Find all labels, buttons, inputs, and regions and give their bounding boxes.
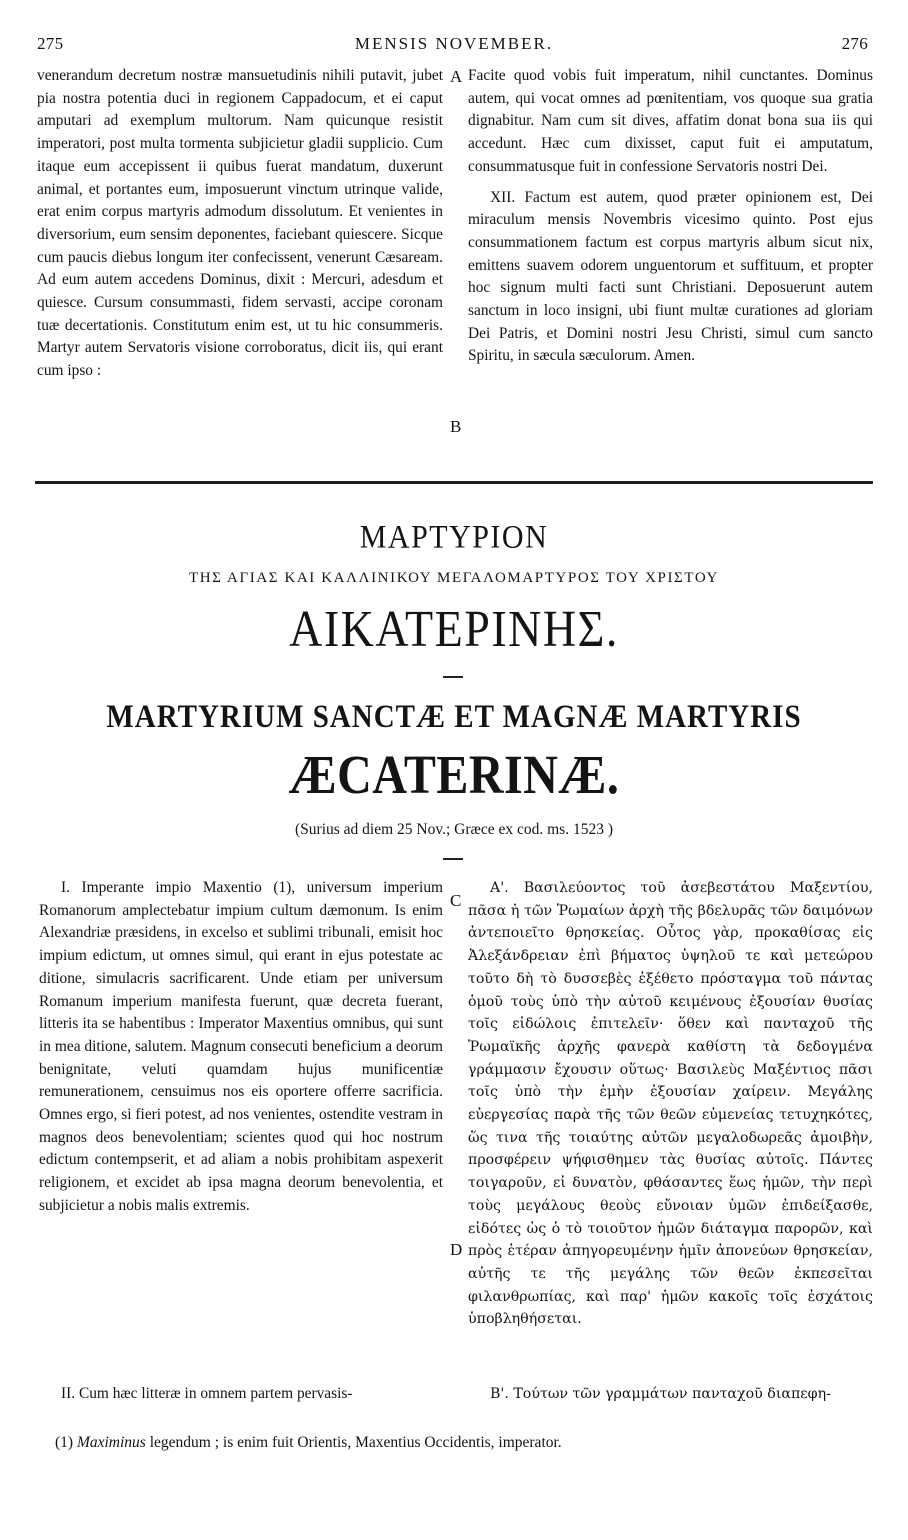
latin-paragraph-2-start [39,1383,443,1406]
margin-marker-b: B [450,417,462,436]
latin-column [39,877,443,1218]
source-note: (Surius ad diem 25 Nov.; Græce ex cod. ms. 1523 ) [295,821,613,838]
paragraph: venerandum decretum nostræ mansuetudinis nihili putavit, jubet pia nostra potentia duci in regionem Cappadocum, et ei caput amputari ad exemplum multorum. Nam quicunque resistit imperatori, post multa tormenta subjicietur gladii supplicio. Cum itaque eum accepissent ii quibus fuerat mandatum, duxerunt animal, et portantes eum, imposuerunt vinctum utrinque valide, erat enim corpus martyris admodum dissolutum. Et venientes in diversorium, eum sensim deponentes, faciebant quiescere. Sicque cum paucis diebus longum iter confecissent, venerunt Cæsaream. Ad eum autem accedens Dominus, dixit : Mercuri, adesdum et quiesce. Cursum consummasti, fidem servasti, accipe coronam tuæ decertationis. Constitutum enim est, ut tu hic consummeris. Martyr autem Servatoris visione corroboratus, dicit iis, qui erant cum ipso : [37,67,443,380]
paragraph: XII. Factum est autem, quod præter opinionem est, Dei miraculum mensis Novembris vicesimo quinto. Post ejus consummationem factum est corpus martyris album sicut nix, emittens suavem odorem unguentorum et suffituum, et propter hoc signum multi facti sunt Christiani. Deposuerunt autem sanctum in loco insigni, ubi fiunt multæ curationes ad gloriam Dei Patris, et Domini nostri Jesu Christi, simul cum sancto Spiritu, in sæcula sæculorum. Amen. [468,188,873,365]
greek-column [468,877,873,1331]
paragraph: Β'. Τούτων τῶν γραμμάτων πανταχοῦ διαπεφη- [490,1386,831,1402]
greek-subtitle: ΤΗΣ ΑΓΙΑΣ ΚΑΙ ΚΑΛΛΙΝΙΚΟΥ ΜΕΓΑΛΟΜΑΡΤΥΡΟΣ ΤΟΥ ΧΡΙΣΤΟΥ [188,570,719,586]
title-dash [443,858,463,860]
paragraph: Facite quod vobis fuit imperatum, nihil cunctantes. Dominus autem, qui vocat omnes ad pœnitentiam, vos quoque sua gratia dignabitur. Nam cum sit dives, affatim donat bona sua iis qui accedunt. Hæc cum dixisset, caput fuit ei amputatum, consummatusque fuit in confessione Servatoris nostri Dei. [468,67,873,175]
top-right-column [468,65,873,368]
paragraph: Α'. Βασιλεύοντος τοῦ ἀσεβεστάτου Μαξεντίου, πᾶσα ἡ τῶν Ῥωμαίων ἀρχὴ τῆς βδελυρᾶς τῶν δαιμόνων ἀντεποιεῖτο θρησκείας. Οὗτος γὰρ, προκαθίσας εἰς Ἀλεξάνδρειαν ἐπὶ βήματος ὑψηλοῦ τε καὶ μετεώρου τοῦτο δὴ τὸ δυσσεβὲς ἐξέθετο πρόσταγμα τοῦ πάντας ὁμοῦ τοὺς ὑπὸ τὴν αὐτοῦ κειμένους ἐξουσίαν θυσίας τοῖς εἰδώλοις ἐπιτελεῖν· ὅθεν καὶ πανταχοῦ τῆς Ῥωμαϊκῆς ἀρχῆς φανερὰ καθίστη τὰ δεδογμένα γράμμασιν ἔχουσιν οὕτως· Βασιλεὺς Μαξέντιος πᾶσι τοῖς ὑπὸ τὴν ἐμὴν ἐξουσίαν χαίρειν. Μεγάλης εὐεργεσίας παρὰ τῆς τῶν θεῶν εὐμενείας τετυχηκότες, ὥς τινα τῆς τοιαύτης αὐτῶν μεγαλοδωρεᾶς ἀμοιβὴν, προσφέρειν ψήφισθημεν τὰς θυσίας αὐτοῖς. Πάντες τοιγαροῦν, εἰ δυνατὸν, φθάσαντες ἕως ἡμῶν, τὴν περὶ τοὺς μεγάλους θεοὺς εὔνοιαν ὑμῶν ἐπιδείξασθε, εἰδότες ὡς ὁ τὸ τοιοῦτον ἡμῶν διάταγμα παρορῶν, καὶ πρὸς ἑτέραν ἀπηγορευμένην ἡμῖν ἀπονεύων θρησκείαν, αὐτῆς τε τῆς μεγάλης τῶν θεῶν ἐκπεσεῖται φιλανθρωπίας, καὶ παρ' ἡμῶν κακοῖς τοῖς ἐσχάτοις ὑποβληθήσεται. [468,880,873,1328]
margin-marker-a: A [450,67,463,86]
latin-name-heading: ÆCATERINÆ. [288,744,620,806]
section-divider [35,481,873,484]
top-left-column [37,65,443,383]
paragraph: II. Cum hæc litteræ in omnem partem pervasis- [61,1385,353,1402]
margin-marker-d: D [450,1240,463,1259]
greek-name-heading: ΑΙΚΑΤΕΡΙΝΗΣ. [289,599,619,657]
page-number-right: 276 [841,34,868,53]
greek-title: ΜΑΡΤΥΡΙΟΝ [359,519,549,556]
footnote [55,1432,562,1454]
running-title: MENSIS NOVEMBER. [354,34,554,53]
page-number-left: 275 [37,34,64,53]
footnote-italic-word: Maximinus [76,1434,146,1451]
latin-title: MARTYRIUM SANCTÆ ET MAGNÆ MARTYRIS [106,699,802,735]
greek-paragraph-2-start [468,1383,873,1406]
margin-marker-c: C [450,891,462,910]
footnote-number: (1) [55,1434,74,1451]
paragraph: I. Imperante impio Maxentio (1), universum imperium Romanorum amplectebatur impium cultum dæmonum. Is enim Alexandriæ præsidens, in excelso et sublimi tribunali, emisit hoc impium edictum, ut omnes simul, qui erant in ejus potestate ac ditione, simulacris sacrificarent. Unde etiam per universum Romanum imperium manifesta fuerunt, quæ decreta fuerant, litteris ita se habentibus : Imperator Maxentius omnibus, qui sunt in mea ditione, salutem. Magnum consecuti beneficium a deorum benignitate, veluti quamdam hujus munificentiæ remunerationem, censuimus nos eis oportere offerre sacrificia. Omnes ergo, si fieri potest, ad nos venientes, ostendite vestram in magnos deos benevolentiam; scientes quod qui hoc nostrum edictum contempserit, et ad aliam a nobis prohibitam aspexerit religionem, et excidet ab ipsa magna deorum benevolentia, et subjicietur a nobis malis extremis. [39,879,443,1214]
title-dash [443,676,463,678]
footnote-text: legendum ; is enim fuit Orientis, Maxentius Occidentis, imperator. [149,1434,562,1451]
